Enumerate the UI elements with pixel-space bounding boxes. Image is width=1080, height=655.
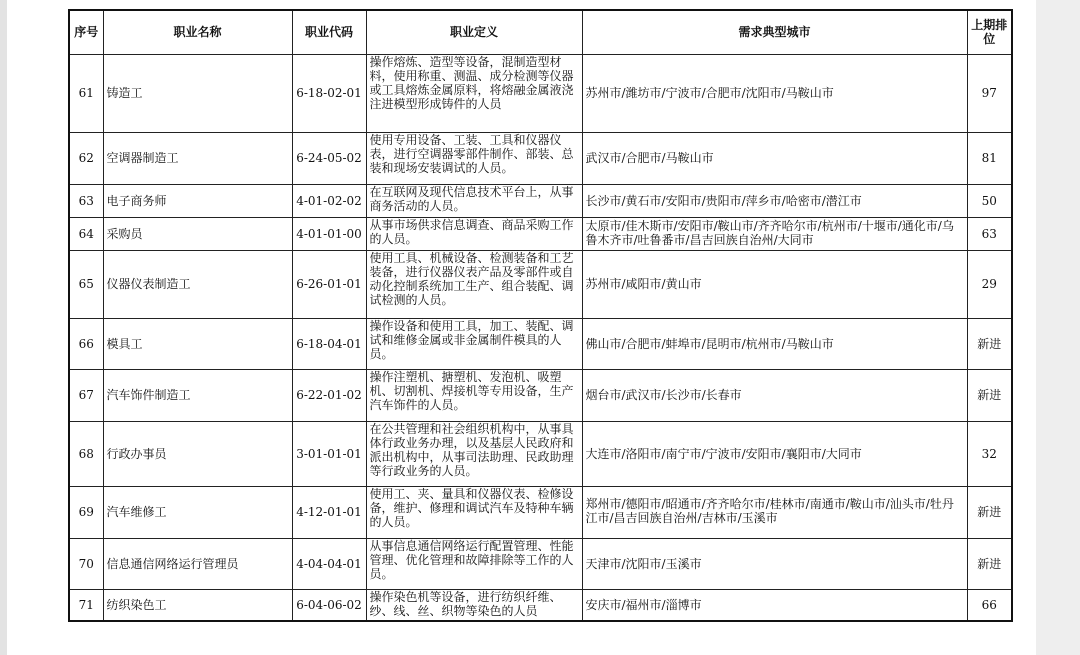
cell-no: 64 (69, 217, 103, 250)
cell-prev-rank: 50 (967, 184, 1012, 217)
cell-code: 6-26-01-01 (292, 250, 366, 318)
cities-text: 大连市/洛阳市/南宁市/宁波市/安阳市/襄阳市/大同市 (585, 446, 862, 461)
table-row (69, 132, 1012, 184)
table-row (69, 217, 1012, 250)
cell-no: 71 (69, 589, 103, 621)
cities-text: 烟台市/武汉市/长沙市/长春市 (585, 388, 742, 402)
cities-text: 苏州市/潍坊市/宁波市/合肥市/沈阳市/马鞍山市 (585, 86, 834, 100)
document-page (7, 0, 1036, 655)
header-name: 职业名称 (103, 10, 292, 54)
cities-text: 安庆市/福州市/淄博市 (585, 597, 702, 612)
cell-definition (366, 486, 582, 538)
cell-definition (366, 369, 582, 421)
cell-prev-rank: 81 (967, 132, 1012, 184)
definition-text: 操作设备和使用工具，加工、装配、调试和维修金属或非金属制件模具的人员。 (369, 319, 574, 361)
viewer-left-margin (0, 0, 7, 655)
occupation-table (68, 9, 1013, 622)
cell-name: 行政办事员 (103, 421, 292, 486)
cell-definition (366, 132, 582, 184)
cell-cities (582, 538, 967, 589)
cell-definition (366, 217, 582, 250)
cell-name: 纺织染色工 (103, 589, 292, 621)
cell-no: 66 (69, 318, 103, 369)
cell-name: 电子商务师 (103, 184, 292, 217)
cell-name: 仪器仪表制造工 (103, 250, 292, 318)
cell-definition (366, 184, 582, 217)
cell-no: 70 (69, 538, 103, 589)
cities-text: 长沙市/黄石市/安阳市/贵阳市/萍乡市/哈密市/潜江市 (585, 193, 862, 208)
cell-no: 68 (69, 421, 103, 486)
table-row (69, 250, 1012, 318)
cell-definition (366, 54, 582, 132)
cell-definition (366, 421, 582, 486)
definition-text: 在互联网及现代信息技术平台上，从事商务活动的人员。 (369, 185, 574, 213)
cell-cities (582, 589, 967, 621)
cell-cities (582, 54, 967, 132)
cell-name: 采购员 (103, 217, 292, 250)
cell-no: 67 (69, 369, 103, 421)
cell-definition (366, 318, 582, 369)
cell-name: 汽车饰件制造工 (103, 369, 292, 421)
cell-code: 4-01-02-02 (292, 184, 366, 217)
definition-text: 使用工、夹、量具和仪器仪表、检修设备，维护、修理和调试汽车及特种车辆的人员。 (369, 487, 574, 529)
header-code: 职业代码 (292, 10, 366, 54)
definition-text: 使用专用设备、工装、工具和仪器仪表，进行空调器零部件制作、部装、总装和现场安装调试的人员。 (369, 133, 574, 175)
cell-cities (582, 132, 967, 184)
table-row (69, 54, 1012, 132)
header-cities: 需求典型城市 (582, 10, 967, 54)
cell-definition (366, 250, 582, 318)
cell-cities (582, 217, 967, 250)
cities-text: 太原市/佳木斯市/安阳市/鞍山市/齐齐哈尔市/杭州市/十堰市/通化市/乌鲁木齐市/吐鲁番市/昌吉回族自治州/大同市 (585, 218, 954, 247)
cell-code: 6-18-04-01 (292, 318, 366, 369)
table-row (69, 421, 1012, 486)
header-prev-rank: 上期排位 (967, 10, 1012, 54)
definition-text: 操作熔炼、造型等设备，混制造型材料，使用称重、测温、成分检测等仪器或工具熔炼金属原料，将熔融金属液浇注进模型形成铸件的人员 (369, 55, 574, 111)
cell-code: 6-18-02-01 (292, 54, 366, 132)
cell-prev-rank: 新进 (967, 538, 1012, 589)
cell-prev-rank: 新进 (967, 486, 1012, 538)
cell-prev-rank: 63 (967, 217, 1012, 250)
cell-name: 汽车维修工 (103, 486, 292, 538)
cell-code: 3-01-01-01 (292, 421, 366, 486)
cell-no: 69 (69, 486, 103, 538)
table-row (69, 589, 1012, 621)
cell-no: 62 (69, 132, 103, 184)
definition-text: 操作注塑机、搪塑机、发泡机、吸塑机、切割机、焊接机等专用设备，生产汽车饰件的人员。 (369, 370, 574, 412)
cell-prev-rank: 新进 (967, 318, 1012, 369)
table-row (69, 486, 1012, 538)
cell-prev-rank: 32 (967, 421, 1012, 486)
definition-text: 从事信息通信网络运行配置管理、性能管理、优化管理和故障排除等工作的人员。 (369, 539, 574, 581)
cell-cities (582, 486, 967, 538)
cell-cities (582, 318, 967, 369)
cell-code: 6-24-05-02 (292, 132, 366, 184)
cell-code: 4-01-01-00 (292, 217, 366, 250)
cell-no: 61 (69, 54, 103, 132)
cities-text: 郑州市/德阳市/昭通市/齐齐哈尔市/桂林市/南通市/鞍山市/汕头市/牡丹江市/昌吉回族自治州/吉林市/玉溪市 (585, 497, 954, 525)
cell-name: 信息通信网络运行管理员 (103, 538, 292, 589)
cities-text: 佛山市/合肥市/蚌埠市/昆明市/杭州市/马鞍山市 (585, 336, 834, 351)
cell-prev-rank: 66 (967, 589, 1012, 621)
definition-text: 操作染色机等设备，进行纺织纤维、纱、线、丝、织物等染色的人员 (369, 589, 562, 618)
cell-definition (366, 538, 582, 589)
cell-cities (582, 250, 967, 318)
cell-no: 63 (69, 184, 103, 217)
table-row (69, 369, 1012, 421)
cell-no: 65 (69, 250, 103, 318)
definition-text: 在公共管理和社会组织机构中，从事具体行政业务办理，以及基层人民政府和派出机构中，从事司法助理、民政助理等行政业务的人员。 (369, 422, 574, 478)
definition-text: 从事市场供求信息调查、商品采购工作的人员。 (369, 218, 574, 246)
cities-text: 天津市/沈阳市/玉溪市 (585, 556, 702, 571)
cell-cities (582, 369, 967, 421)
definition-text: 使用工具、机械设备、检测装备和工艺装备，进行仪器仪表产品及零部件或自动化控制系统加工生产、组合装配、调试检测的人员。 (369, 251, 574, 307)
cell-code: 4-04-04-01 (292, 538, 366, 589)
table-row (69, 184, 1012, 217)
cell-name: 模具工 (103, 318, 292, 369)
cell-name: 空调器制造工 (103, 132, 292, 184)
header-definition: 职业定义 (366, 10, 582, 54)
cell-code: 6-04-06-02 (292, 589, 366, 621)
cell-code: 4-12-01-01 (292, 486, 366, 538)
cell-cities (582, 184, 967, 217)
cell-code: 6-22-01-02 (292, 369, 366, 421)
table-row (69, 538, 1012, 589)
cities-text: 苏州市/咸阳市/黄山市 (585, 277, 702, 291)
cell-prev-rank: 29 (967, 250, 1012, 318)
cities-text: 武汉市/合肥市/马鞍山市 (585, 151, 714, 165)
cell-cities (582, 421, 967, 486)
cell-name: 铸造工 (103, 54, 292, 132)
viewer-right-margin (1036, 0, 1080, 655)
cell-prev-rank: 97 (967, 54, 1012, 132)
cell-definition (366, 589, 582, 621)
header-no: 序号 (69, 10, 103, 54)
cell-prev-rank: 新进 (967, 369, 1012, 421)
table-row (69, 318, 1012, 369)
table-header-row (69, 10, 1012, 54)
